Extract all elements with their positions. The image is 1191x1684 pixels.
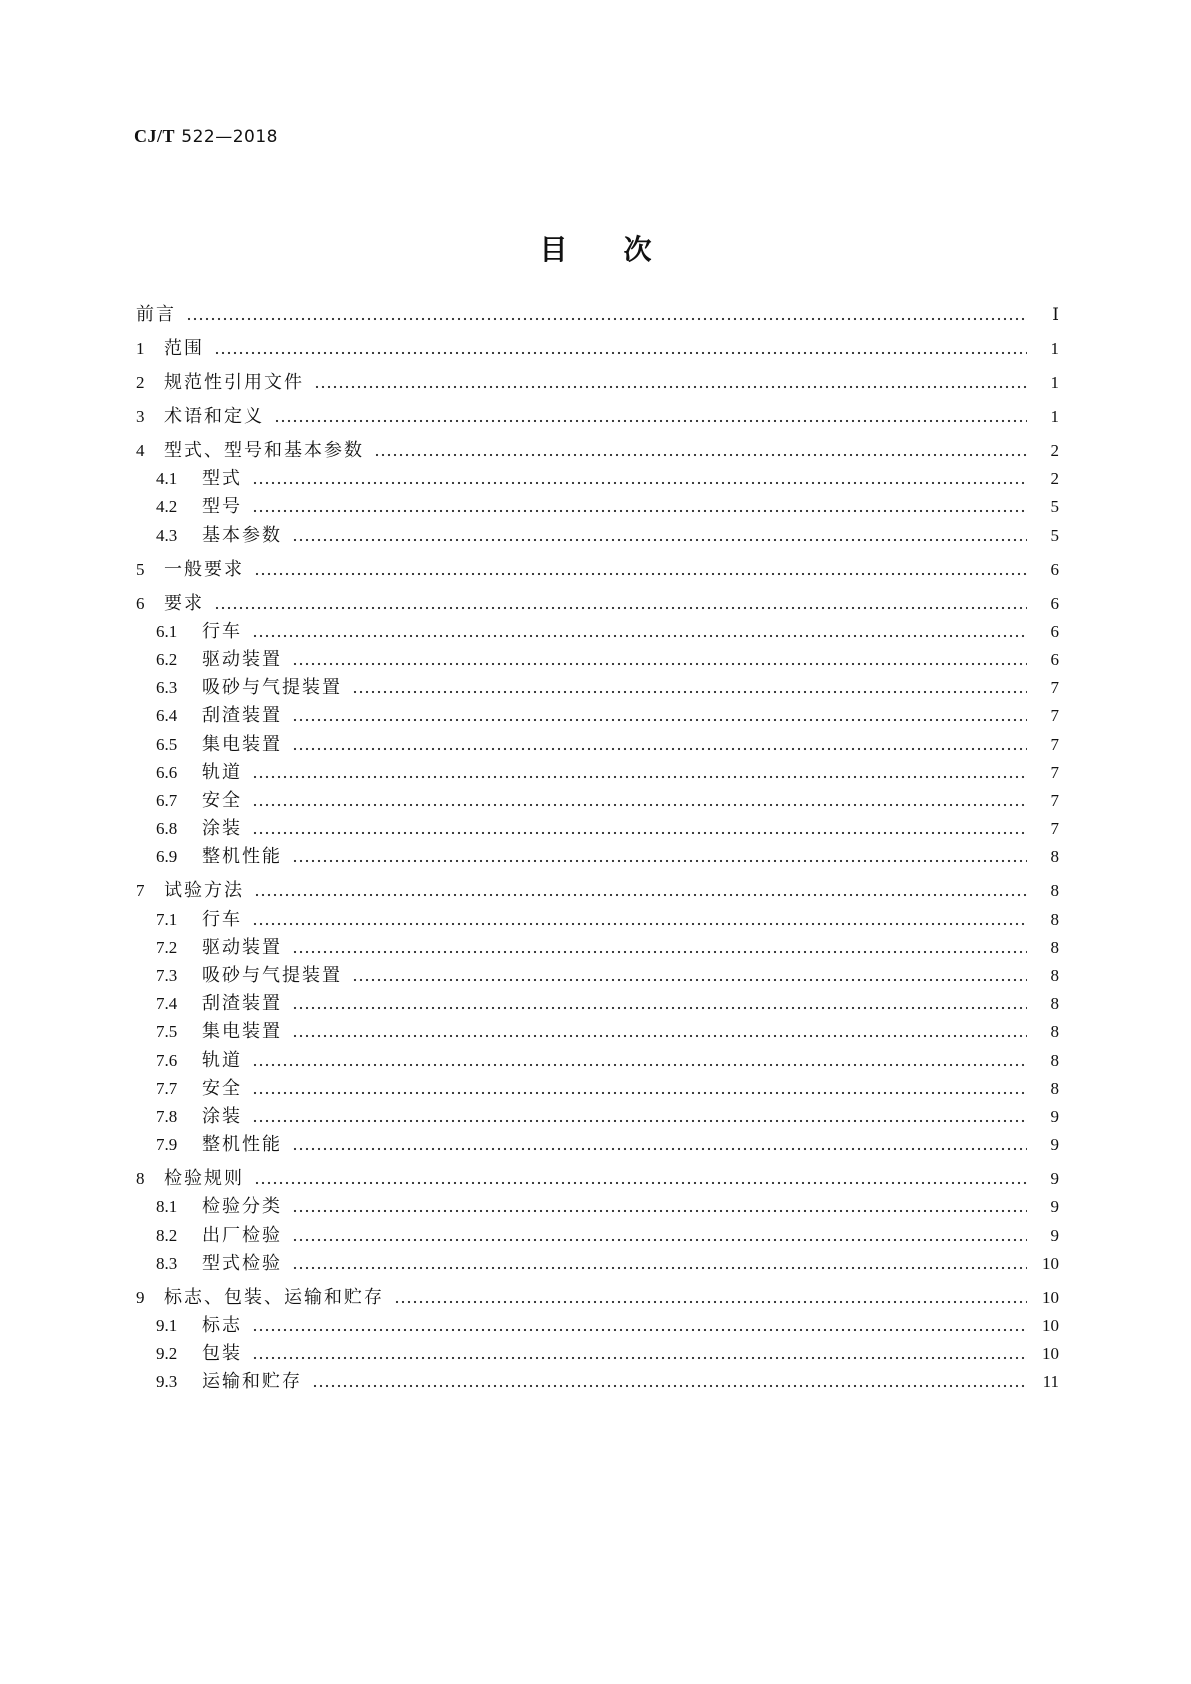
- toc-entry[interactable]: [156, 1369, 1059, 1393]
- toc-entry-title: 型式: [202, 468, 242, 490]
- toc-entry-page: 5: [1050, 497, 1059, 517]
- toc-leader-dots: [292, 1147, 1027, 1151]
- toc-entry[interactable]: [136, 557, 1059, 581]
- toc-entry-page: 1: [1050, 373, 1059, 392]
- toc-entry-title: 一般要求: [164, 558, 244, 580]
- toc-leader-dots: [186, 317, 1027, 321]
- toc-leader-dots: [254, 572, 1027, 576]
- toc-entry-number: 4: [136, 441, 145, 460]
- toc-entry-title: 集电装置: [202, 733, 282, 755]
- toc-leader-dots: [312, 1384, 1027, 1388]
- toc-entry-title: 行车: [202, 620, 242, 642]
- toc-entry-number: 4.3: [156, 525, 178, 545]
- toc-leader-dots: [292, 747, 1027, 751]
- toc-entry-number: 7.8: [156, 1107, 178, 1126]
- toc-entry[interactable]: [156, 732, 1059, 756]
- toc-entry-page: 9: [1050, 1169, 1059, 1189]
- toc-leader-dots: [254, 1181, 1027, 1185]
- toc-leader-dots: [292, 1238, 1027, 1242]
- toc-entry-number: 6: [136, 593, 145, 613]
- toc-leader-dots: [252, 1328, 1027, 1332]
- toc-entry[interactable]: [136, 438, 1059, 462]
- toc-entry-page: 9: [1050, 1225, 1059, 1245]
- toc-entry-title: 驱动装置: [202, 649, 282, 670]
- toc-leader-dots: [254, 893, 1027, 897]
- toc-entry-title: 轨道: [202, 761, 242, 783]
- toc-entry-page: 8: [1050, 1050, 1059, 1070]
- toc-entry-number: 9.1: [156, 1316, 178, 1335]
- toc-entry-title: 术语和定义: [164, 406, 264, 427]
- toc-leader-dots: [352, 690, 1027, 694]
- toc-entry-number: 6.2: [156, 650, 178, 669]
- toc-entry[interactable]: [156, 1132, 1059, 1156]
- standard-number: 522—2018: [181, 127, 278, 147]
- toc-entry[interactable]: [156, 844, 1059, 868]
- toc-leader-dots: [292, 662, 1027, 666]
- toc-entry-page: 8: [1050, 847, 1059, 867]
- toc-leader-dots: [214, 351, 1027, 355]
- toc-leader-dots: [292, 1266, 1027, 1270]
- toc-entry-number: 6.7: [156, 791, 178, 810]
- toc-entry-number: 8: [136, 1169, 145, 1189]
- toc-leader-dots: [214, 606, 1027, 610]
- toc-entry[interactable]: [136, 336, 1059, 360]
- toc-leader-dots: [252, 1119, 1027, 1123]
- toc-leader-dots: [292, 538, 1027, 542]
- toc-entry-number: 6.4: [156, 706, 178, 726]
- toc-entry-title: 涂装: [202, 1106, 242, 1127]
- toc-entry-page: 9: [1050, 1107, 1059, 1126]
- toc-leader-dots: [292, 718, 1027, 722]
- toc-entry-title: 涂装: [202, 818, 242, 840]
- toc-entry-title: 要求: [164, 592, 204, 614]
- toc-entry[interactable]: [156, 760, 1059, 784]
- toc-entry-number: 8.3: [156, 1253, 178, 1273]
- toc-entry[interactable]: [136, 878, 1059, 902]
- toc-entry-page: 1: [1050, 339, 1059, 358]
- toc-entry-title: 基本参数: [202, 524, 282, 546]
- toc-entry-number: 7.6: [156, 1050, 178, 1070]
- toc-leader-dots: [252, 509, 1027, 513]
- toc-entry-title: 型号: [202, 496, 242, 518]
- toc-entry-page: 10: [1042, 1316, 1059, 1335]
- toc-entry[interactable]: [156, 1194, 1059, 1218]
- toc-entry-page: 9: [1050, 1197, 1059, 1217]
- toc-entry-page: 5: [1050, 525, 1059, 545]
- toc-entry[interactable]: [136, 404, 1059, 428]
- toc-entry-number: 8.2: [156, 1225, 178, 1245]
- toc-entry-page: 6: [1050, 593, 1059, 613]
- toc-leader-dots: [252, 481, 1027, 485]
- toc-entry-page: 8: [1050, 1078, 1059, 1098]
- toc-leader-dots: [292, 859, 1027, 863]
- toc-leader-dots: [252, 1091, 1027, 1095]
- toc-entry-page: 6: [1050, 621, 1059, 641]
- toc-entry-title: 安全: [202, 790, 242, 811]
- toc-entry[interactable]: [156, 963, 1059, 987]
- toc-entry-title: 检验规则: [164, 1168, 244, 1190]
- toc-leader-dots: [252, 922, 1027, 926]
- toc-entry-number: 6.3: [156, 678, 178, 698]
- toc-entry[interactable]: [156, 647, 1059, 671]
- toc-entry-page: 9: [1050, 1135, 1059, 1155]
- toc-entry-page: 10: [1042, 1253, 1059, 1273]
- toc-entry[interactable]: [156, 935, 1059, 959]
- toc-leader-dots: [252, 1356, 1027, 1360]
- toc-entry-title: 驱动装置: [202, 936, 282, 958]
- toc-leader-dots: [374, 453, 1027, 457]
- toc-entry[interactable]: [136, 591, 1059, 615]
- toc-entry-page: 7: [1050, 678, 1059, 698]
- toc-entry[interactable]: [156, 703, 1059, 727]
- toc-entry-title: 检验分类: [202, 1196, 282, 1218]
- toc-entry-page: 8: [1050, 1022, 1059, 1042]
- toc-entry-page: 8: [1050, 881, 1059, 901]
- toc-entry[interactable]: [156, 523, 1059, 547]
- toc-leader-dots: [252, 1063, 1027, 1067]
- toc-entry-page: Ⅰ: [1052, 305, 1059, 324]
- toc-entry-number: 6.8: [156, 819, 178, 839]
- toc-entry[interactable]: [156, 1223, 1059, 1247]
- toc-entry-title: 整机性能: [202, 846, 282, 868]
- toc-entry[interactable]: [156, 1019, 1059, 1043]
- toc-entry-title: 规范性引用文件: [164, 372, 304, 393]
- toc-entry-title: 轨道: [202, 1049, 242, 1071]
- toc-entry-page: 7: [1050, 734, 1059, 754]
- toc-entry[interactable]: [156, 466, 1059, 490]
- toc-entry-page: 2: [1050, 469, 1059, 489]
- toc-entry[interactable]: [156, 1048, 1059, 1072]
- toc-entry-number: 6.9: [156, 847, 178, 867]
- toc-entry-page: 8: [1050, 966, 1059, 985]
- toc-entry[interactable]: [156, 1104, 1059, 1128]
- toc-leader-dots: [292, 950, 1027, 954]
- toc-entry-title: 运输和贮存: [202, 1371, 302, 1393]
- toc-entry[interactable]: [156, 788, 1059, 812]
- table-of-contents: [136, 0, 1059, 1684]
- toc-leader-dots: [252, 775, 1027, 779]
- toc-entry[interactable]: [136, 1285, 1059, 1309]
- toc-entry-page: 11: [1042, 1372, 1059, 1392]
- toc-entry-number: 7.4: [156, 994, 178, 1014]
- toc-entry-page: 7: [1050, 762, 1059, 782]
- toc-entry-number: 6.1: [156, 621, 178, 641]
- toc-leader-dots: [292, 1006, 1027, 1010]
- toc-entry-title: 型式、型号和基本参数: [164, 440, 364, 461]
- toc-entry-page: 10: [1042, 1287, 1059, 1307]
- toc-entry[interactable]: [156, 816, 1059, 840]
- toc-entry-title: 范围: [164, 338, 204, 359]
- toc-entry-number: 7.9: [156, 1135, 178, 1155]
- standard-prefix: CJ/T: [134, 126, 176, 146]
- toc-entry-number: 7.2: [156, 937, 178, 957]
- toc-entry-number: 8.1: [156, 1197, 178, 1217]
- toc-entry-title: 包装: [202, 1343, 242, 1365]
- toc-entry-number: 7.5: [156, 1022, 178, 1042]
- toc-entry-title: 吸砂与气提装置: [202, 677, 342, 699]
- toc-entry-page: 1: [1050, 407, 1059, 426]
- toc-entry[interactable]: [156, 1341, 1059, 1365]
- toc-entry-page: 7: [1050, 706, 1059, 726]
- toc-entry-number: 4.2: [156, 497, 178, 517]
- toc-entry-number: 5: [136, 559, 145, 579]
- toc-entry[interactable]: [156, 494, 1059, 518]
- toc-entry-page: 10: [1042, 1344, 1059, 1364]
- toc-entry-number: 7: [136, 881, 145, 901]
- toc-entry-number: 2: [136, 373, 145, 392]
- page-title: 目次: [539, 233, 708, 266]
- toc-entry-number: 6.6: [156, 762, 178, 782]
- toc-entry-page: 2: [1050, 441, 1059, 460]
- toc-entry-number: 9.2: [156, 1344, 178, 1364]
- toc-entry[interactable]: [156, 907, 1059, 931]
- toc-entry-title: 安全: [202, 1077, 242, 1099]
- toc-entry-number: 7.3: [156, 966, 178, 985]
- toc-entry[interactable]: [136, 370, 1059, 394]
- toc-entry-title: 行车: [202, 908, 242, 930]
- toc-entry-title: 出厂检验: [202, 1224, 282, 1246]
- toc-entry-page: 7: [1050, 819, 1059, 839]
- toc-leader-dots: [314, 385, 1027, 389]
- toc-entry-page: 6: [1050, 650, 1059, 669]
- toc-entry[interactable]: [156, 675, 1059, 699]
- toc-leader-dots: [252, 803, 1027, 807]
- toc-entry-title: 型式检验: [202, 1252, 282, 1274]
- toc-entry[interactable]: [136, 1166, 1059, 1190]
- toc-entry-title: 刮渣装置: [202, 993, 282, 1015]
- toc-entry[interactable]: [156, 1076, 1059, 1100]
- toc-entry-page: 8: [1050, 994, 1059, 1014]
- toc-entry[interactable]: [156, 619, 1059, 643]
- toc-entry-title: 前言: [136, 304, 176, 325]
- toc-entry[interactable]: [136, 302, 1059, 326]
- toc-entry-page: 7: [1050, 791, 1059, 810]
- toc-entry[interactable]: [156, 1251, 1059, 1275]
- toc-entry-number: 6.5: [156, 734, 178, 754]
- toc-entry-page: 8: [1050, 937, 1059, 957]
- toc-entry[interactable]: [156, 1313, 1059, 1337]
- toc-leader-dots: [292, 1034, 1027, 1038]
- toc-leader-dots: [292, 1209, 1027, 1213]
- toc-entry-number: 9.3: [156, 1372, 178, 1392]
- toc-entry-title: 整机性能: [202, 1134, 282, 1156]
- toc-entry-title: 集电装置: [202, 1021, 282, 1043]
- toc-leader-dots: [394, 1300, 1027, 1304]
- toc-entry-page: 8: [1050, 909, 1059, 929]
- toc-entry-title: 吸砂与气提装置: [202, 965, 342, 986]
- toc-entry[interactable]: [156, 991, 1059, 1015]
- toc-entry-number: 7.7: [156, 1078, 178, 1098]
- toc-leader-dots: [352, 978, 1027, 982]
- toc-entry-number: 3: [136, 407, 145, 426]
- toc-entry-number: 1: [136, 339, 145, 358]
- toc-entry-title: 标志: [202, 1315, 242, 1336]
- toc-entry-number: 7.1: [156, 909, 178, 929]
- toc-entry-number: 4.1: [156, 469, 178, 489]
- toc-entry-number: 9: [136, 1287, 145, 1307]
- toc-entry-page: 6: [1050, 559, 1059, 579]
- toc-leader-dots: [274, 419, 1027, 423]
- toc-entry-title: 标志、包装、运输和贮存: [164, 1286, 384, 1308]
- toc-entry-title: 试验方法: [164, 880, 244, 902]
- toc-entry-title: 刮渣装置: [202, 705, 282, 727]
- toc-leader-dots: [252, 831, 1027, 835]
- toc-leader-dots: [252, 634, 1027, 638]
